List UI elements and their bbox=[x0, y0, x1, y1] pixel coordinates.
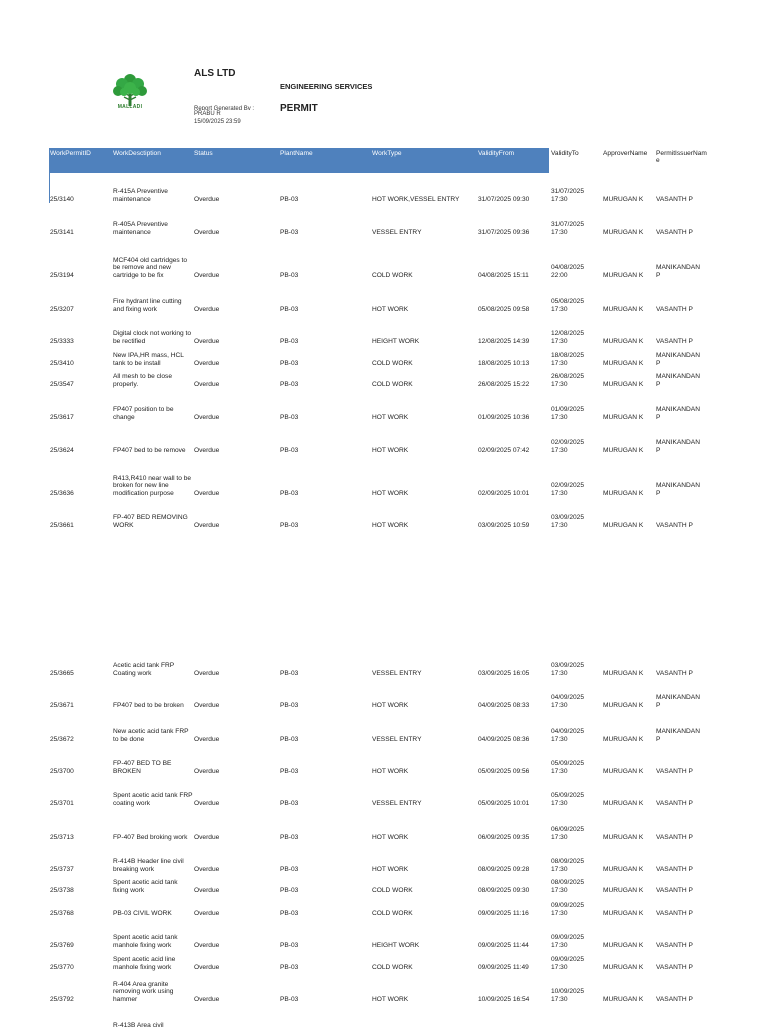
cell-validity-from: 26/08/2025 15:22 bbox=[478, 380, 530, 388]
cell-validity-to: 31/07/2025 17:30 bbox=[551, 188, 585, 203]
department-title: ENGINEERING SERVICES bbox=[280, 82, 373, 91]
cell-issuer: VASANTH P bbox=[656, 669, 693, 677]
cell-description: New acetic acid tank FRP to be done bbox=[113, 728, 189, 743]
cell-id: 25/3624 bbox=[50, 446, 74, 454]
cell-worktype: HOT WORK bbox=[372, 489, 409, 497]
cell-validity-to: 08/09/2025 17:30 bbox=[551, 879, 585, 894]
column-header-plant: PlantName bbox=[280, 150, 313, 157]
cell-worktype: COLD WORK bbox=[372, 271, 413, 279]
cell-description: R-414B Header line civil breaking work bbox=[113, 858, 184, 873]
cell-approver: MURUGAN K bbox=[603, 380, 644, 388]
cell-status: Overdue bbox=[194, 833, 220, 841]
cell-validity-to: 04/08/2025 22:00 bbox=[551, 264, 585, 279]
cell-plant: PB-03 bbox=[280, 337, 299, 345]
cell-validity-from: 04/09/2025 08:36 bbox=[478, 735, 530, 743]
cell-status: Overdue bbox=[194, 909, 220, 917]
report-generated-info bbox=[194, 108, 254, 126]
cell-id: 25/3410 bbox=[50, 359, 74, 367]
cell-worktype: HOT WORK bbox=[372, 413, 409, 421]
cell-approver: MURUGAN K bbox=[603, 271, 644, 279]
cell-validity-from: 03/09/2025 16:05 bbox=[478, 669, 530, 677]
report-user: PRABU R bbox=[194, 111, 221, 117]
cell-id: 25/3737 bbox=[50, 865, 74, 873]
cell-description: R-404 Area granite removing work using hammer bbox=[113, 980, 174, 1003]
cell-id: 25/3792 bbox=[50, 995, 74, 1003]
cell-description: Spent acetic acid tank FRP coating work bbox=[113, 792, 193, 807]
cell-approver: MURUGAN K bbox=[603, 833, 644, 841]
cell-validity-to: 05/09/2025 17:30 bbox=[551, 760, 585, 775]
cell-worktype: VESSEL ENTRY bbox=[372, 228, 422, 236]
cell-status: Overdue bbox=[194, 359, 220, 367]
cell-issuer: VASANTH P bbox=[656, 995, 693, 1003]
cell-issuer: MANIKANDAN P bbox=[656, 694, 700, 709]
cell-plant: PB-03 bbox=[280, 521, 299, 529]
cell-status: Overdue bbox=[194, 941, 220, 949]
cell-validity-to: 26/08/2025 17:30 bbox=[551, 373, 585, 388]
cell-id: 25/3713 bbox=[50, 833, 74, 841]
cell-validity-to: 03/09/2025 17:30 bbox=[551, 662, 585, 677]
cell-validity-from: 03/09/2025 10:59 bbox=[478, 521, 530, 529]
column-header-issuer: PermitIssuerName bbox=[656, 150, 707, 164]
cell-validity-from: 18/08/2025 10:13 bbox=[478, 359, 530, 367]
cell-validity-to: 09/09/2025 17:30 bbox=[551, 956, 585, 971]
cell-validity-from: 05/08/2025 09:58 bbox=[478, 305, 530, 313]
cell-validity-from: 12/08/2025 14:39 bbox=[478, 337, 530, 345]
column-header-description: WorkDesctiption bbox=[113, 150, 161, 157]
cell-issuer: VASANTH P bbox=[656, 767, 693, 775]
cell-id: 25/3207 bbox=[50, 305, 74, 313]
cell-plant: PB-03 bbox=[280, 941, 299, 949]
cell-plant: PB-03 bbox=[280, 963, 299, 971]
cell-validity-from: 09/09/2025 11:16 bbox=[478, 909, 529, 917]
cell-plant: PB-03 bbox=[280, 995, 299, 1003]
cell-validity-to: 10/09/2025 17:30 bbox=[551, 988, 585, 1003]
cell-id: 25/3661 bbox=[50, 521, 74, 529]
cell-issuer: VASANTH P bbox=[656, 195, 693, 203]
company-name: ALS LTD bbox=[194, 68, 236, 79]
cell-approver: MURUGAN K bbox=[603, 413, 644, 421]
cell-issuer: VASANTH P bbox=[656, 941, 693, 949]
cell-worktype: HOT WORK bbox=[372, 767, 409, 775]
cell-issuer: VASANTH P bbox=[656, 799, 693, 807]
cell-validity-from: 31/07/2025 09:30 bbox=[478, 195, 530, 203]
cell-issuer: MANIKANDAN P bbox=[656, 728, 700, 743]
cell-description: FP407 position to be change bbox=[113, 406, 174, 421]
cell-worktype: COLD WORK bbox=[372, 359, 413, 367]
cell-validity-to: 09/09/2025 17:30 bbox=[551, 934, 585, 949]
cell-validity-to: 08/09/2025 17:30 bbox=[551, 858, 585, 873]
cell-approver: MURUGAN K bbox=[603, 799, 644, 807]
cell-validity-to: 31/07/2025 17:30 bbox=[551, 221, 585, 236]
cell-validity-from: 31/07/2025 09:36 bbox=[478, 228, 530, 236]
cell-plant: PB-03 bbox=[280, 865, 299, 873]
cell-approver: MURUGAN K bbox=[603, 359, 644, 367]
cell-issuer: VASANTH P bbox=[656, 963, 693, 971]
cell-status: Overdue bbox=[194, 865, 220, 873]
cell-validity-to: 05/08/2025 17:30 bbox=[551, 298, 585, 313]
cell-approver: MURUGAN K bbox=[603, 489, 644, 497]
cell-validity-to: 03/09/2025 17:30 bbox=[551, 514, 585, 529]
cell-approver: MURUGAN K bbox=[603, 337, 644, 345]
cell-status: Overdue bbox=[194, 195, 220, 203]
cell-status: Overdue bbox=[194, 271, 220, 279]
cell-status: Overdue bbox=[194, 799, 220, 807]
cell-description: R-405A Preventive maintenance bbox=[113, 221, 168, 236]
cell-worktype: HOT WORK bbox=[372, 833, 409, 841]
cell-issuer: MANIKANDAN P bbox=[656, 406, 700, 421]
cell-worktype: HOT WORK bbox=[372, 865, 409, 873]
cell-approver: MURUGAN K bbox=[603, 305, 644, 313]
cell-id: 25/3768 bbox=[50, 909, 74, 917]
cell-validity-to: 09/09/2025 17:30 bbox=[551, 902, 585, 917]
cell-status: Overdue bbox=[194, 228, 220, 236]
cell-approver: MURUGAN K bbox=[603, 941, 644, 949]
cell-status: Overdue bbox=[194, 489, 220, 497]
cell-worktype: HOT WORK bbox=[372, 521, 409, 529]
cell-validity-from: 05/09/2025 10:01 bbox=[478, 799, 530, 807]
cell-worktype: HEIGHT WORK bbox=[372, 941, 420, 949]
cell-status: Overdue bbox=[194, 886, 220, 894]
report-generated-by-label: Report Generated By : bbox=[194, 106, 255, 110]
cell-description: Fire hydrant line cutting and fixing work bbox=[113, 298, 182, 313]
cell-status: Overdue bbox=[194, 669, 220, 677]
cell-id: 25/3636 bbox=[50, 489, 74, 497]
cell-status: Overdue bbox=[194, 963, 220, 971]
cell-plant: PB-03 bbox=[280, 886, 299, 894]
column-header-worktype: WorkType bbox=[372, 150, 402, 157]
cell-approver: MURUGAN K bbox=[603, 886, 644, 894]
cell-id: 25/3617 bbox=[50, 413, 74, 421]
cell-id: 25/3738 bbox=[50, 886, 74, 894]
cell-plant: PB-03 bbox=[280, 767, 299, 775]
cell-plant: PB-03 bbox=[280, 305, 299, 313]
cell-validity-to: 04/09/2025 17:30 bbox=[551, 728, 585, 743]
cell-issuer: MANIKANDAN P bbox=[656, 439, 700, 454]
cell-worktype: VESSEL ENTRY bbox=[372, 669, 422, 677]
cell-validity-from: 04/08/2025 15:11 bbox=[478, 271, 529, 279]
cell-validity-to: 02/09/2025 17:30 bbox=[551, 439, 585, 454]
cell-id: 25/3140 bbox=[50, 195, 74, 203]
cell-approver: MURUGAN K bbox=[603, 909, 644, 917]
cell-validity-to: 18/08/2025 17:30 bbox=[551, 352, 585, 367]
cell-plant: PB-03 bbox=[280, 413, 299, 421]
cell-validity-to: 05/09/2025 17:30 bbox=[551, 792, 585, 807]
cell-plant: PB-03 bbox=[280, 446, 299, 454]
cell-description: R-415A Preventive maintenance bbox=[113, 188, 168, 203]
cell-worktype: COLD WORK bbox=[372, 963, 413, 971]
cell-plant: PB-03 bbox=[280, 735, 299, 743]
cell-issuer: MANIKANDAN P bbox=[656, 264, 700, 279]
cell-id: 25/3769 bbox=[50, 941, 74, 949]
cell-worktype: COLD WORK bbox=[372, 909, 413, 917]
cell-issuer: VASANTH P bbox=[656, 521, 693, 529]
cell-description: MCF404 old cartridges to be remove and new cartridge to be fix bbox=[113, 256, 188, 279]
cell-worktype: COLD WORK bbox=[372, 380, 413, 388]
cell-status: Overdue bbox=[194, 413, 220, 421]
cell-approver: MURUGAN K bbox=[603, 669, 644, 677]
cell-approver: MURUGAN K bbox=[603, 735, 644, 743]
cell-plant: PB-03 bbox=[280, 195, 299, 203]
cell-plant: PB-03 bbox=[280, 701, 299, 709]
cell-approver: MURUGAN K bbox=[603, 521, 644, 529]
cell-plant: PB-03 bbox=[280, 380, 299, 388]
cell-issuer: MANIKANDAN P bbox=[656, 352, 700, 367]
cell-validity-to: 01/09/2025 17:30 bbox=[551, 406, 585, 421]
cell-plant: PB-03 bbox=[280, 228, 299, 236]
cell-id: 25/3700 bbox=[50, 767, 74, 775]
cell-validity-from: 08/09/2025 09:30 bbox=[478, 886, 530, 894]
cell-validity-from: 02/09/2025 07:42 bbox=[478, 446, 530, 454]
cell-id: 25/3333 bbox=[50, 337, 74, 345]
cell-validity-from: 09/09/2025 11:44 bbox=[478, 941, 529, 949]
cell-description: Spent acetic acid tank fixing work bbox=[113, 879, 178, 894]
cell-description: FP407 bed to be remove bbox=[113, 446, 186, 454]
cell-worktype: VESSEL ENTRY bbox=[372, 735, 422, 743]
cell-status: Overdue bbox=[194, 701, 220, 709]
cell-plant: PB-03 bbox=[280, 799, 299, 807]
cell-plant: PB-03 bbox=[280, 909, 299, 917]
cell-worktype: VESSEL ENTRY bbox=[372, 799, 422, 807]
report-timestamp: 15/09/2025 23:59 bbox=[194, 119, 241, 125]
cell-id: 25/3665 bbox=[50, 669, 74, 677]
cell-worktype: HOT WORK bbox=[372, 995, 409, 1003]
cell-description: Spent acetic acid tank manhole fixing work bbox=[113, 934, 178, 949]
cell-plant: PB-03 bbox=[280, 833, 299, 841]
cell-approver: MURUGAN K bbox=[603, 446, 644, 454]
cell-issuer: VASANTH P bbox=[656, 833, 693, 841]
cell-status: Overdue bbox=[194, 380, 220, 388]
cell-validity-to: 12/08/2025 17:30 bbox=[551, 330, 585, 345]
cell-id: 25/3547 bbox=[50, 380, 74, 388]
cell-description: FP-407 BED REMOVING WORK bbox=[113, 514, 188, 529]
cell-description: FP-407 BED TO BE BROKEN bbox=[113, 760, 172, 775]
cell-approver: MURUGAN K bbox=[603, 767, 644, 775]
cell-description: New IPA,HR mass, HCL tank to be install bbox=[113, 352, 184, 367]
cell-description: R-413B Area civil bbox=[113, 1021, 164, 1029]
cell-issuer: MANIKANDAN P bbox=[656, 482, 700, 497]
cell-validity-from: 10/09/2025 16:54 bbox=[478, 995, 530, 1003]
cell-validity-to: 04/09/2025 17:30 bbox=[551, 694, 585, 709]
cell-issuer: VASANTH P bbox=[656, 305, 693, 313]
cell-approver: MURUGAN K bbox=[603, 963, 644, 971]
cell-validity-from: 05/09/2025 09:56 bbox=[478, 767, 530, 775]
cell-validity-from: 04/09/2025 08:33 bbox=[478, 701, 530, 709]
cell-issuer: VASANTH P bbox=[656, 909, 693, 917]
cell-approver: MURUGAN K bbox=[603, 865, 644, 873]
cell-plant: PB-03 bbox=[280, 489, 299, 497]
cell-description: All mesh to be close properly. bbox=[113, 373, 173, 388]
column-header-validity-from: ValidityFrom bbox=[478, 150, 515, 157]
cell-worktype: HOT WORK bbox=[372, 701, 409, 709]
cell-description: FP407 bed to be broken bbox=[113, 701, 184, 709]
cell-status: Overdue bbox=[194, 735, 220, 743]
logo-text: MALLADI bbox=[117, 104, 143, 110]
cell-id: 25/3671 bbox=[50, 701, 74, 709]
cell-id: 25/3770 bbox=[50, 963, 74, 971]
document-title: PERMIT bbox=[280, 103, 318, 114]
column-header-approver: ApproverName bbox=[603, 150, 648, 157]
cell-status: Overdue bbox=[194, 767, 220, 775]
cell-validity-from: 02/09/2025 10:01 bbox=[478, 489, 530, 497]
cell-approver: MURUGAN K bbox=[603, 995, 644, 1003]
cell-issuer: MANIKANDAN P bbox=[656, 373, 700, 388]
cell-issuer: VASANTH P bbox=[656, 886, 693, 894]
cell-id: 25/3672 bbox=[50, 735, 74, 743]
cell-status: Overdue bbox=[194, 305, 220, 313]
cell-worktype: HOT WORK,VESSEL ENTRY bbox=[372, 195, 460, 203]
cell-worktype: HOT WORK bbox=[372, 446, 409, 454]
cell-worktype: HEIGHT WORK bbox=[372, 337, 420, 345]
cell-approver: MURUGAN K bbox=[603, 228, 644, 236]
cell-issuer: VASANTH P bbox=[656, 865, 693, 873]
cell-status: Overdue bbox=[194, 446, 220, 454]
cell-validity-from: 06/09/2025 09:35 bbox=[478, 833, 530, 841]
cell-worktype: COLD WORK bbox=[372, 886, 413, 894]
cell-id: 25/3194 bbox=[50, 271, 74, 279]
cell-plant: PB-03 bbox=[280, 359, 299, 367]
cell-worktype: HOT WORK bbox=[372, 305, 409, 313]
cell-description: Digital clock not working to be rectified bbox=[113, 330, 192, 345]
cell-plant: PB-03 bbox=[280, 669, 299, 677]
cell-issuer: VASANTH P bbox=[656, 228, 693, 236]
cell-status: Overdue bbox=[194, 337, 220, 345]
cell-status: Overdue bbox=[194, 521, 220, 529]
cell-validity-from: 09/09/2025 11:49 bbox=[478, 963, 529, 971]
column-header-id: WorkPermitID bbox=[50, 150, 91, 157]
cell-validity-from: 01/09/2025 10:36 bbox=[478, 413, 530, 421]
cell-description: PB-03 CIVIL WORK bbox=[113, 909, 172, 917]
column-header-validity-to: ValidityTo bbox=[551, 150, 579, 157]
cell-status: Overdue bbox=[194, 995, 220, 1003]
cell-approver: MURUGAN K bbox=[603, 195, 644, 203]
cell-description: Spent acetic acid line manhole fixing work bbox=[113, 956, 176, 971]
cell-id: 25/3701 bbox=[50, 799, 74, 807]
cell-id: 25/3141 bbox=[50, 228, 74, 236]
cell-plant: PB-03 bbox=[280, 271, 299, 279]
cell-description: Acetic acid tank FRP Coating work bbox=[113, 662, 175, 677]
cell-validity-to: 06/09/2025 17:30 bbox=[551, 826, 585, 841]
cell-approver: MURUGAN K bbox=[603, 701, 644, 709]
cell-validity-from: 08/09/2025 09:28 bbox=[478, 865, 530, 873]
cell-validity-to: 02/09/2025 17:30 bbox=[551, 482, 585, 497]
cell-description: R413,R410 near wall to be broken for new line modification purpose bbox=[113, 474, 192, 497]
cell-description: FP-407 Bed broking work bbox=[113, 833, 188, 841]
column-header-status: Status bbox=[194, 150, 213, 157]
cell-issuer: VASANTH P bbox=[656, 337, 693, 345]
